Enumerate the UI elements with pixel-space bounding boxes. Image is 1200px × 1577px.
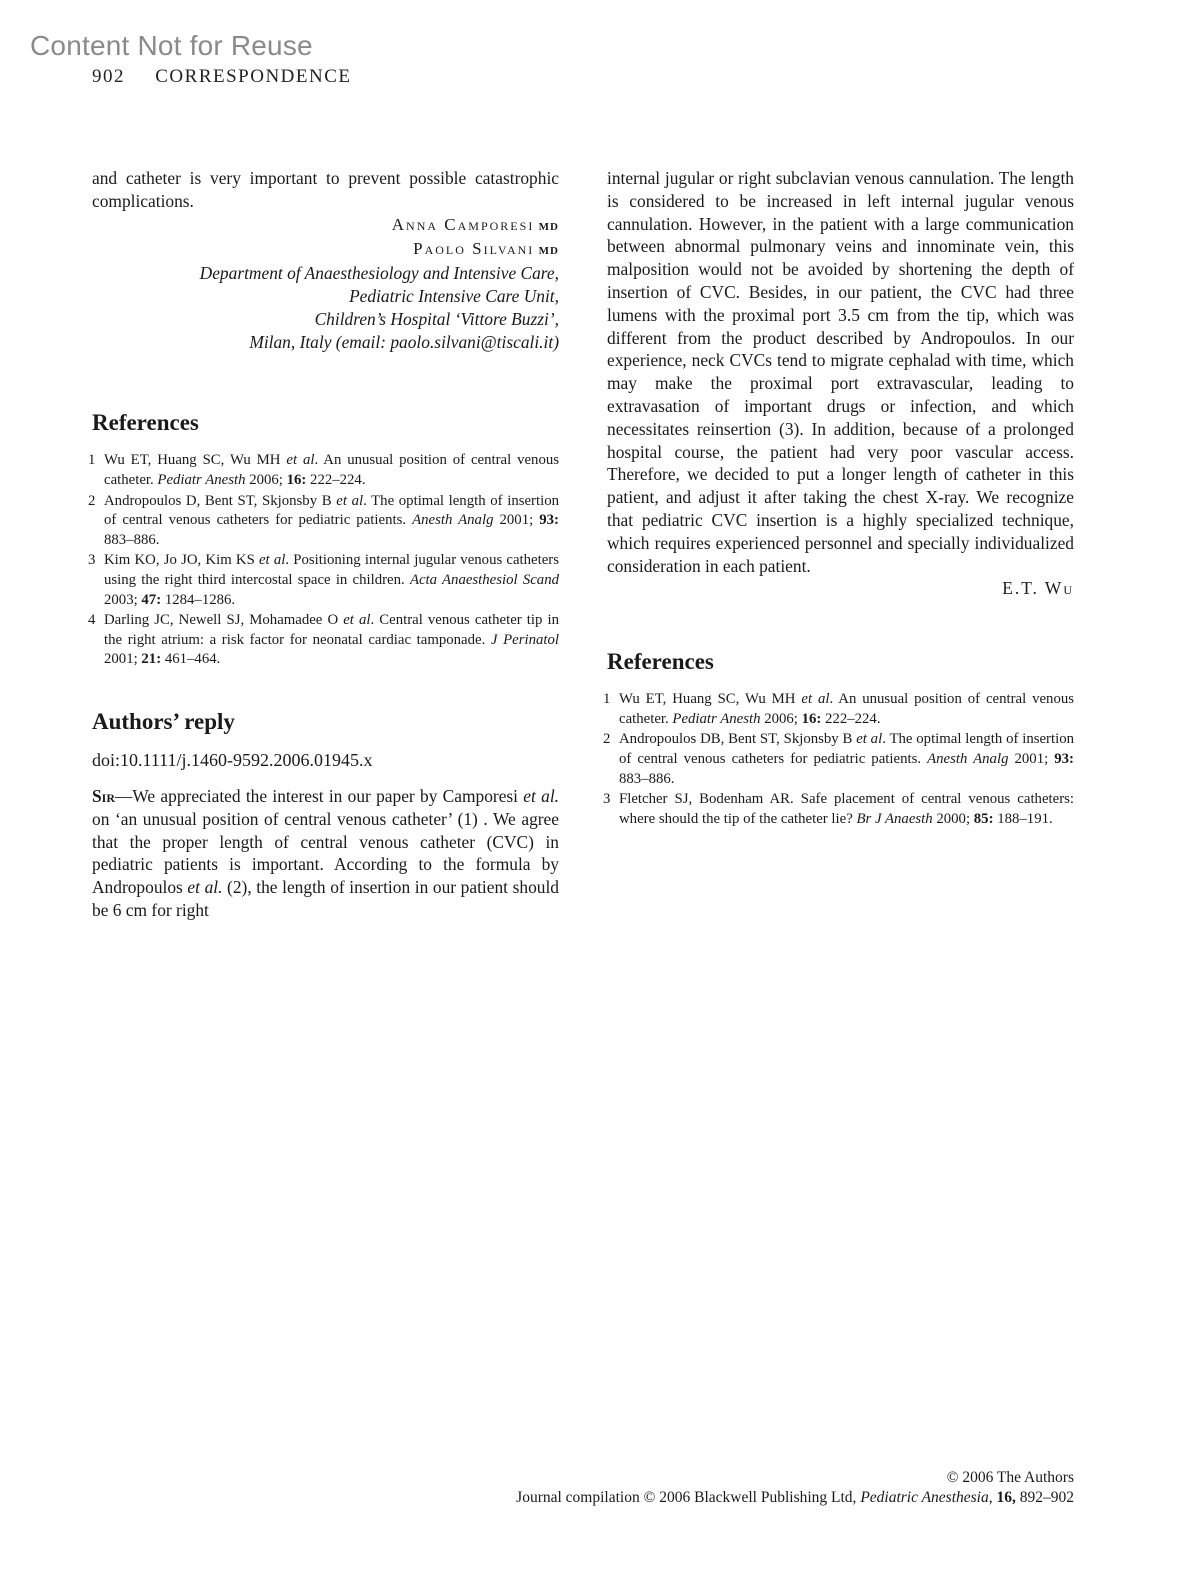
affiliation-line: Children’s Hospital ‘Vittore Buzzi’, <box>314 308 559 329</box>
right-column <box>603 167 1075 830</box>
copyright-line: © 2006 The Authors <box>946 1469 1074 1486</box>
reference-item: 1 Wu ET, Huang SC, Wu MH et al. An unusual position of central venous catheter. Pediatr Anesth 2006; 16: 222–224. <box>88 452 560 488</box>
journal-compilation-line: Journal compilation © 2006 Blackwell Publishing Ltd, Pediatric Anesthesia, 16, 892–902 <box>516 1489 1074 1506</box>
references-list <box>603 690 1075 829</box>
author-line <box>92 213 559 238</box>
affiliation-line: Milan, Italy (email: paolo.silvani@tiscali.it) <box>249 331 559 352</box>
reference-item: 2 Andropoulos D, Bent ST, Skjonsby B et al. The optimal length of insertion of central venous catheters for pediatric patients. Anesth Analg 2001; 93: 883–886. <box>88 492 559 548</box>
author-name: Anna Camporesi <box>391 214 535 234</box>
author-degree: md <box>538 242 559 259</box>
references-heading: References <box>607 649 714 675</box>
continuation-paragraph: and catheter is very important to prevent possible catastrophic complications. <box>92 168 559 211</box>
copyright-footer <box>516 1468 1074 1508</box>
reference-item: 3 Fletcher SJ, Bodenham AR. Safe placement of central venous catheters: where should the tip of the catheter lie? Br J Anaesth 2000; 85: 188–191. <box>603 791 1074 827</box>
reply-heading: Authors’ reply <box>92 708 235 734</box>
reference-item: 1 Wu ET, Huang SC, Wu MH et al. An unusual position of central venous catheter. Pediatr Anesth 2006; 16: 222–224. <box>603 691 1075 727</box>
affiliation-line: Department of Anaesthesiology and Intensive Care, <box>199 263 559 284</box>
affiliation-line: Pediatric Intensive Care Unit, <box>349 285 559 306</box>
reference-item: 4 Darling JC, Newell SJ, Mohamadee O et al. Central venous catheter tip in the right atrium: a risk factor for neonatal cardiac tamponade. J Perinatol 2001; 21: 461–464. <box>88 612 559 668</box>
references-heading: References <box>92 410 199 436</box>
reference-item: 2 Andropoulos DB, Bent ST, Skjonsby B et al. The optimal length of insertion of central venous catheters for pediatric patients. Anesth Analg 2001; 93: 883–886. <box>603 731 1075 787</box>
watermark: Content Not for Reuse <box>30 30 313 61</box>
page-number: 902 <box>92 66 125 87</box>
reply-signature <box>607 577 1074 600</box>
author-degree: md <box>538 217 559 234</box>
references-list <box>88 451 560 670</box>
author-name: Paolo Silvani <box>413 239 535 259</box>
doi: doi:10.1111/j.1460-9592.2006.01945.x <box>92 749 373 770</box>
reference-item: 3 Kim KO, Jo JO, Kim KS et al. Positioning internal jugular venous catheters using the right third intercostal space in children. Acta Anaesthesiol Scand 2003; 47: 1284–1286. <box>88 552 559 608</box>
running-head <box>92 66 352 88</box>
reply-paragraph: Sir—We appreciated the interest in our paper by Camporesi et al. on ‘an unusual position of central venous catheter’ (1) . We agree that the proper length of central venous catheter (CVC) in pediatric patients is important. According to the formula by Andropoulos et al. (2), the length of insertion in our patient should be 6 cm for right <box>92 785 560 920</box>
letter-signature <box>92 213 559 354</box>
reply-continuation-paragraph: internal jugular or right subclavian venous cannulation. The length is considered to be increased in left internal jugular venous cannulation. However, in the patient with a large communication between abnormal pulmonary veins and innominate vein, this malposition would not be avoided by shortening the depth of insertion of CVC. Besides, in our patient, the CVC had three lumens with the proximal port 3.5 cm from the tip, which was different from the product described by Andropoulos. In our experience, neck CVCs tend to migrate cephalad with time, which may make the proximal port extravascular, leading to extravasation of important drugs or infection, and which necessitates reinsertion (3). In addition, because of a prolonged hospital course, the patient had very poor vascular access. Therefore, we decided to put a longer length of catheter in this patient, and adjust it after taking the chest X-ray. We recognize that pediatric CVC insertion is a highly specialized technique, which requires experienced personnel and specially individualized consideration in each patient. <box>607 168 1074 576</box>
left-column <box>88 167 560 922</box>
author-name: E.T. Wu <box>1002 578 1074 599</box>
section-title: CORRESPONDENCE <box>155 66 352 87</box>
author-line <box>92 237 559 262</box>
